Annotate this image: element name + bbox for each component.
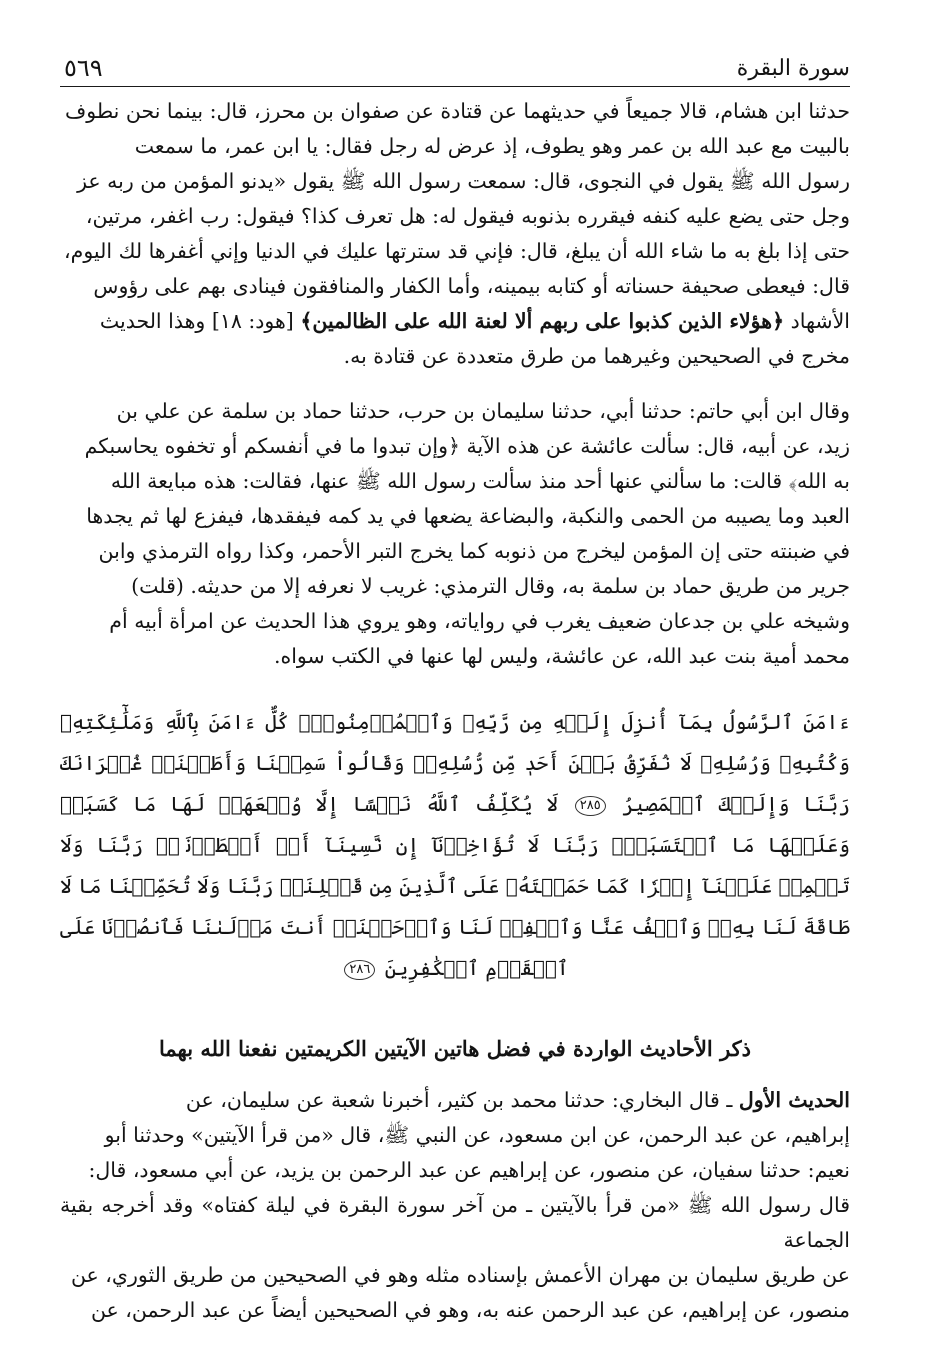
paragraph-1 bbox=[60, 94, 850, 374]
text-line: بالبيت مع عبد الله بن عمر وهو يطوف، إذ عرض له رجل فقال: يا ابن عمر، ما سمعت bbox=[134, 134, 850, 158]
text-line: جرير من طريق حماد بن سلمة به، وقال الترمذي: غريب لا نعرفه إلا من حديثه. (قلت) bbox=[131, 574, 850, 598]
quran-quote: ﴿هؤلاء الذين كذبوا على ربهم ألا لعنة الله على الظالمين﴾ bbox=[300, 309, 785, 333]
text-line: وقال ابن أبي حاتم: حدثنا أبي، حدثنا سليمان بن حرب، حدثنا حماد بن سلمة عن علي بن bbox=[116, 399, 850, 423]
text-line: زيد، عن أبيه، قال: سألت عائشة عن هذه الآية ﴿وإن تبدوا ما في أنفسكم أو تخفوه يحاسبكم bbox=[84, 434, 850, 458]
text-line: حدثنا ابن هشام، قالا جميعاً في حديثهما عن قتادة عن صفوان بن محرز، قال: بينما نحن نطوف bbox=[64, 99, 850, 123]
line-rest: ـ قال البخاري: حدثنا محمد بن كثير، أخبرنا شعبة عن سليمان، عن bbox=[185, 1088, 733, 1112]
text-line: وجل حتى يضع عليه كنفه فيقرره بذنوبه فيقول له: هل تعرف كذا؟ فيقول: رب اغفر، مرتين، bbox=[85, 204, 850, 228]
line-start: الأشهاد bbox=[790, 309, 850, 333]
text-line: نعيم: حدثنا سفيان، عن منصور، عن إبراهيم عن عبد الرحمن بن يزيد، عن أبي مسعود، قال: bbox=[88, 1158, 850, 1182]
paragraph-2 bbox=[60, 394, 850, 674]
text-line: مخرج في الصحيحين وغيرهما من طرق متعددة عن قتادة به. bbox=[343, 344, 850, 368]
sura-title: سورة البقرة bbox=[736, 56, 850, 81]
text-line: رسول الله ﷺ يقول في النجوى، قال: سمعت رسول الله ﷺ يقول «يدنو المؤمن من ربه عز bbox=[77, 169, 850, 193]
text-line: في ضبنته حتى إن المؤمن ليخرج من ذنوبه كما يخرج التبر الأحمر، وكذا رواه الترمذي وابن bbox=[98, 539, 850, 563]
ayah-number-285: ٢٨٥ bbox=[575, 796, 606, 816]
text-line: محمد أمية بنت عبد الله، عن عائشة، وليس لها عنها في الكتب سواه. bbox=[273, 644, 850, 668]
text-line: به الله﴾ قالت: ما سألني عنها أحد منذ سألت رسول الله ﷺ عنها، فقالت: هذه مبايعة الله bbox=[110, 469, 850, 493]
text-line: حتى إذا بلغ به ما شاء الله أن يبلغ، قال: فإني قد سترتها عليك في الدنيا وإني أغفرها لك اليوم، bbox=[64, 239, 850, 263]
text-line: عن طريق سليمان بن مهران الأعمش بإسناده مثله وهو في الصحيحين من طريق الثوري، عن bbox=[70, 1263, 850, 1287]
quran-verses bbox=[60, 702, 850, 989]
verse-285: ءَامَنَ ٱلرَّسُولُ بِمَآ أُنزِلَ إِلَيۡهِ مِن رَّبِّهِۦ وَٱلۡمُؤۡمِنُونَۚ كُلٌّ ءَامَنَ بِٱللَّهِ وَمَلَٰٓئِكَتِهِۦ وَكُتُبِهِۦ وَرُسُلِهِۦ لَا نُفَرِّقُ بَيۡنَ أَحَدٖ مِّن رُّسُلِهِۦۚ وَقَالُواْ سَمِعۡنَا وَأَطَعۡنَاۖ غُفۡرَانَكَ رَبَّنَا وَإِلَيۡكَ ٱلۡمَصِيرُ bbox=[60, 710, 851, 816]
book-page bbox=[60, 52, 850, 1328]
text-line bbox=[60, 304, 850, 339]
verse-286: لَا يُكَلِّفُ ٱللَّهُ نَفۡسًا إِلَّا وُسۡعَهَاۚ لَهَا مَا كَسَبَتۡ وَعَلَيۡهَا مَا ٱكۡتَسَبَتۡۗ رَبَّنَا لَا تُؤَاخِذۡنَآ إِن نَّسِينَآ أَوۡ أَخۡطَأۡنَاۚ رَبَّنَا وَلَا تَحۡمِلۡ عَلَيۡنَآ إِصۡرٗا كَمَا حَمَلۡتَهُۥ عَلَى ٱلَّذِينَ مِن قَبۡلِنَاۚ رَبَّنَا وَلَا تُحَمِّلۡنَا مَا لَا طَاقَةَ لَنَا بِهِۦۖ وَٱعۡفُ عَنَّا وَٱغۡفِرۡ لَنَا وَٱرۡحَمۡنَآۚ أَنتَ مَوۡلَىٰنَا فَٱنصُرۡنَا عَلَى ٱلۡقَوۡمِ ٱلۡكَٰفِرِينَ bbox=[60, 792, 850, 980]
text-line: قال رسول الله ﷺ «من قرأ بالآيتين ـ من آخر سورة البقرة في ليلة كفتاه» وقد أخرجه بقية الجماعة bbox=[60, 1193, 850, 1252]
page-number: ٥٦٩ bbox=[64, 54, 103, 82]
page-header bbox=[60, 52, 850, 87]
hadith-heading: الحديث الأول bbox=[738, 1088, 850, 1112]
text-line: إبراهيم، عن عبد الرحمن، عن ابن مسعود، عن النبي ﷺ، قال «من قرأ الآيتين» وحدثنا أبو bbox=[104, 1123, 850, 1147]
text-line: العبد وما يصيبه من الحمى والنكبة، والبضاعة يضعها في يد كمه فيفقدها، فيفزع لها ثم يجدها bbox=[86, 504, 850, 528]
section-heading: ذكر الأحاديث الواردة في فضل هاتين الآيتين الكريمتين نفعنا الله بهما bbox=[158, 1036, 752, 1061]
text-line: منصور، عن إبراهيم، عن عبد الرحمن عنه به، وهو في الصحيحين أيضاً عن عبد الرحمن، عن bbox=[90, 1298, 850, 1322]
text-line bbox=[60, 1083, 850, 1118]
line-end: [هود: ١٨] وهذا الحديث bbox=[99, 309, 294, 333]
text-line: وشيخه علي بن جدعان ضعيف يغرب في رواياته، وهو يروي هذا الحديث عن امرأة أبيه أم bbox=[109, 609, 850, 633]
ayah-number-286: ٢٨٦ bbox=[344, 960, 375, 980]
paragraph-3 bbox=[60, 1083, 850, 1328]
text-line: قال: فيعطى صحيفة حسناته أو كتابه بيمينه، وأما الكفار والمنافقون فينادى بهم على رؤوس bbox=[93, 274, 850, 298]
